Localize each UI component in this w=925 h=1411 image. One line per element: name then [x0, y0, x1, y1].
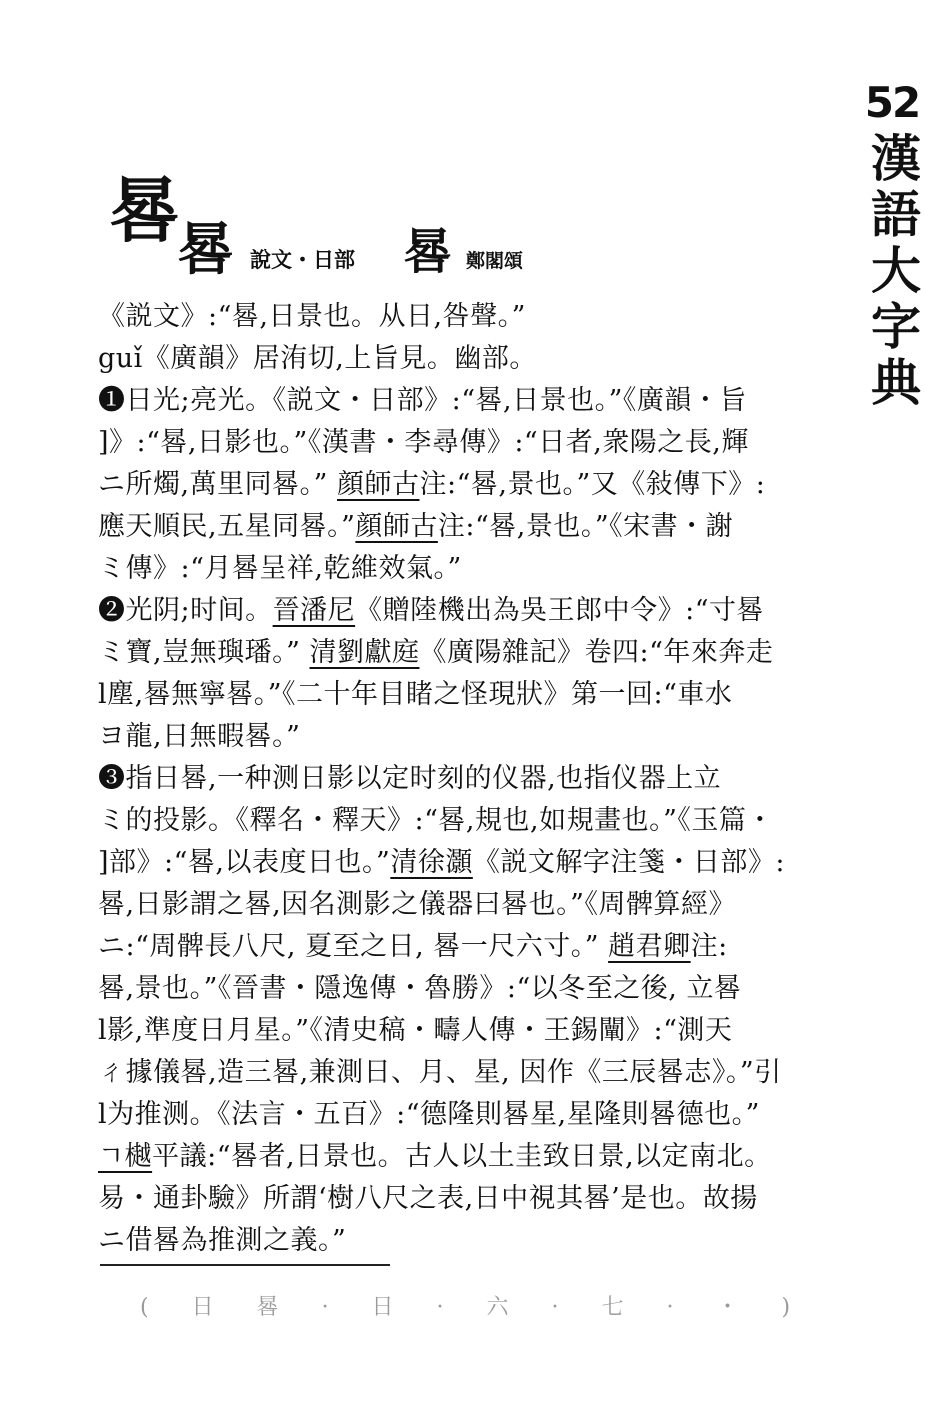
underlined-name: 晉潘尼 — [272, 595, 356, 626]
underlined-name: 顔師古 — [336, 469, 420, 500]
line-text: ニ借晷為推測之義。” — [98, 1225, 347, 1256]
underlined-name: 顔師古 — [355, 511, 438, 542]
entry-line — [98, 800, 856, 842]
line-text: l为推测。《法言・五百》:“德隆則晷星,星隆則晷德也。” — [98, 1099, 760, 1130]
line-text: ❶日光;亮光。《説文・日部》:“晷,日景也。”《廣韻・旨 — [98, 385, 747, 416]
entry-line — [98, 632, 856, 674]
page-number: 52 — [864, 78, 920, 127]
book-title-sidebar — [862, 80, 922, 412]
entry-line — [98, 926, 856, 968]
entry-line — [98, 338, 856, 380]
line-text: 晷,日影謂之晷,因名測影之儀器曰晷也。”《周髀算經》 — [98, 889, 736, 920]
entry-line — [98, 506, 856, 548]
faded-footer-text: ( 日 晷 · 日 · 六 · 七 · ・ ) — [140, 1295, 809, 1320]
line-text-rest: 《贈陸機出為吳王郎中令》:“寸晷 — [355, 595, 765, 626]
entry-line — [98, 296, 856, 338]
line-text-rest: 《廣陽雜記》卷四:“年來奔走 — [419, 637, 774, 668]
entry-line — [98, 1220, 856, 1262]
entry-line — [98, 1136, 856, 1178]
seal-source-label: 說文・日部 — [250, 248, 355, 272]
entry-line — [98, 842, 856, 884]
clerical-script-glyph: 晷 — [404, 224, 453, 280]
entry-line — [98, 422, 856, 464]
line-text: ミ的投影。《釋名・釋天》:“晷,規也,如規畫也。”《玉篇・ — [98, 805, 774, 836]
clerical-source-label: 鄭閣頌 — [466, 250, 524, 272]
line-text: 晷,景也。”《晉書・隱逸傳・魯勝》:“以冬至之後, 立晷 — [98, 973, 742, 1004]
line-text-rest: 注:“晷,景也。”又《敍傳下》: — [419, 469, 766, 500]
line-text-rest: 《説文解字注箋・日部》: — [472, 847, 785, 878]
entry-line — [98, 380, 856, 422]
entry-body — [98, 296, 856, 1262]
line-text: ❸指日晷,一种测日影以定时刻的仪器,也指仪器上立 — [98, 763, 722, 794]
underlined-name: 清劉獻庭 — [309, 637, 420, 668]
footnote-rule — [100, 1264, 390, 1266]
underlined-name: 趙君卿 — [608, 931, 691, 962]
line-text: ❷光阴;时间。 — [98, 595, 273, 626]
book-title: 漢語大字典 — [863, 132, 922, 412]
line-text: ヨ龍,日無暇晷。” — [98, 721, 301, 752]
line-text: ミ寶,豈無璵璠。” — [98, 637, 310, 668]
line-text: 應天順民,五星同晷。” — [98, 511, 356, 542]
entry-line — [98, 590, 856, 632]
entry-line — [98, 1052, 856, 1094]
entry-line — [98, 674, 856, 716]
entry-line — [98, 464, 856, 506]
line-text: ニ所燭,萬里同晷。” — [98, 469, 337, 500]
entry-line — [98, 758, 856, 800]
headword-character: 晷 — [110, 169, 180, 252]
entry-line — [98, 548, 856, 590]
line-text: l塵,晷無寧晷。”《二十年目睹之怪現狀》第一回:“車水 — [98, 679, 733, 710]
line-text: ニ:“周髀長八尺, 夏至之日, 晷一尺六寸。” — [98, 931, 609, 962]
line-text-rest: 平議:“晷者,日景也。古人以土圭致日景,以定南北。 — [152, 1141, 772, 1172]
line-text: 《説文》:“晷,日景也。从日,咎聲。” — [98, 301, 526, 332]
underlined-name: ㄱ樾 — [98, 1141, 153, 1172]
line-text-rest: 注:“晷,景也。”《宋書・謝 — [437, 511, 734, 542]
line-text: ㄔ據儀晷,造三晷,兼測日、月、星, 因作《三辰晷志》。”引 — [98, 1057, 782, 1088]
line-text: ]部》:“晷,以表度日也。” — [98, 847, 391, 878]
entry-line — [98, 1010, 856, 1052]
entry-line — [98, 1094, 856, 1136]
entry-line — [98, 884, 856, 926]
line-text: l影,準度日月星。”《清史稿・疇人傳・王錫闡》:“測天 — [98, 1015, 733, 1046]
line-text: guǐ《廣韻》居洧切,上旨見。幽部。 — [98, 343, 537, 374]
entry-line — [98, 716, 856, 758]
underlined-name: 清徐灝 — [390, 847, 473, 878]
line-text: 易・通卦驗》所謂‘樹八尺之表,日中視其晷’是也。故揚 — [98, 1183, 758, 1214]
seal-script-glyph: 晷 — [178, 217, 234, 283]
entry-line — [98, 968, 856, 1010]
line-text: ]》:“晷,日影也。”《漢書・李尋傳》:“日者,衆陽之長,輝 — [98, 427, 749, 458]
line-text: ミ傳》:“月晷呈祥,乾維效氣。” — [98, 553, 462, 584]
line-text-rest: 注: — [690, 931, 728, 962]
entry-line — [98, 1178, 856, 1220]
